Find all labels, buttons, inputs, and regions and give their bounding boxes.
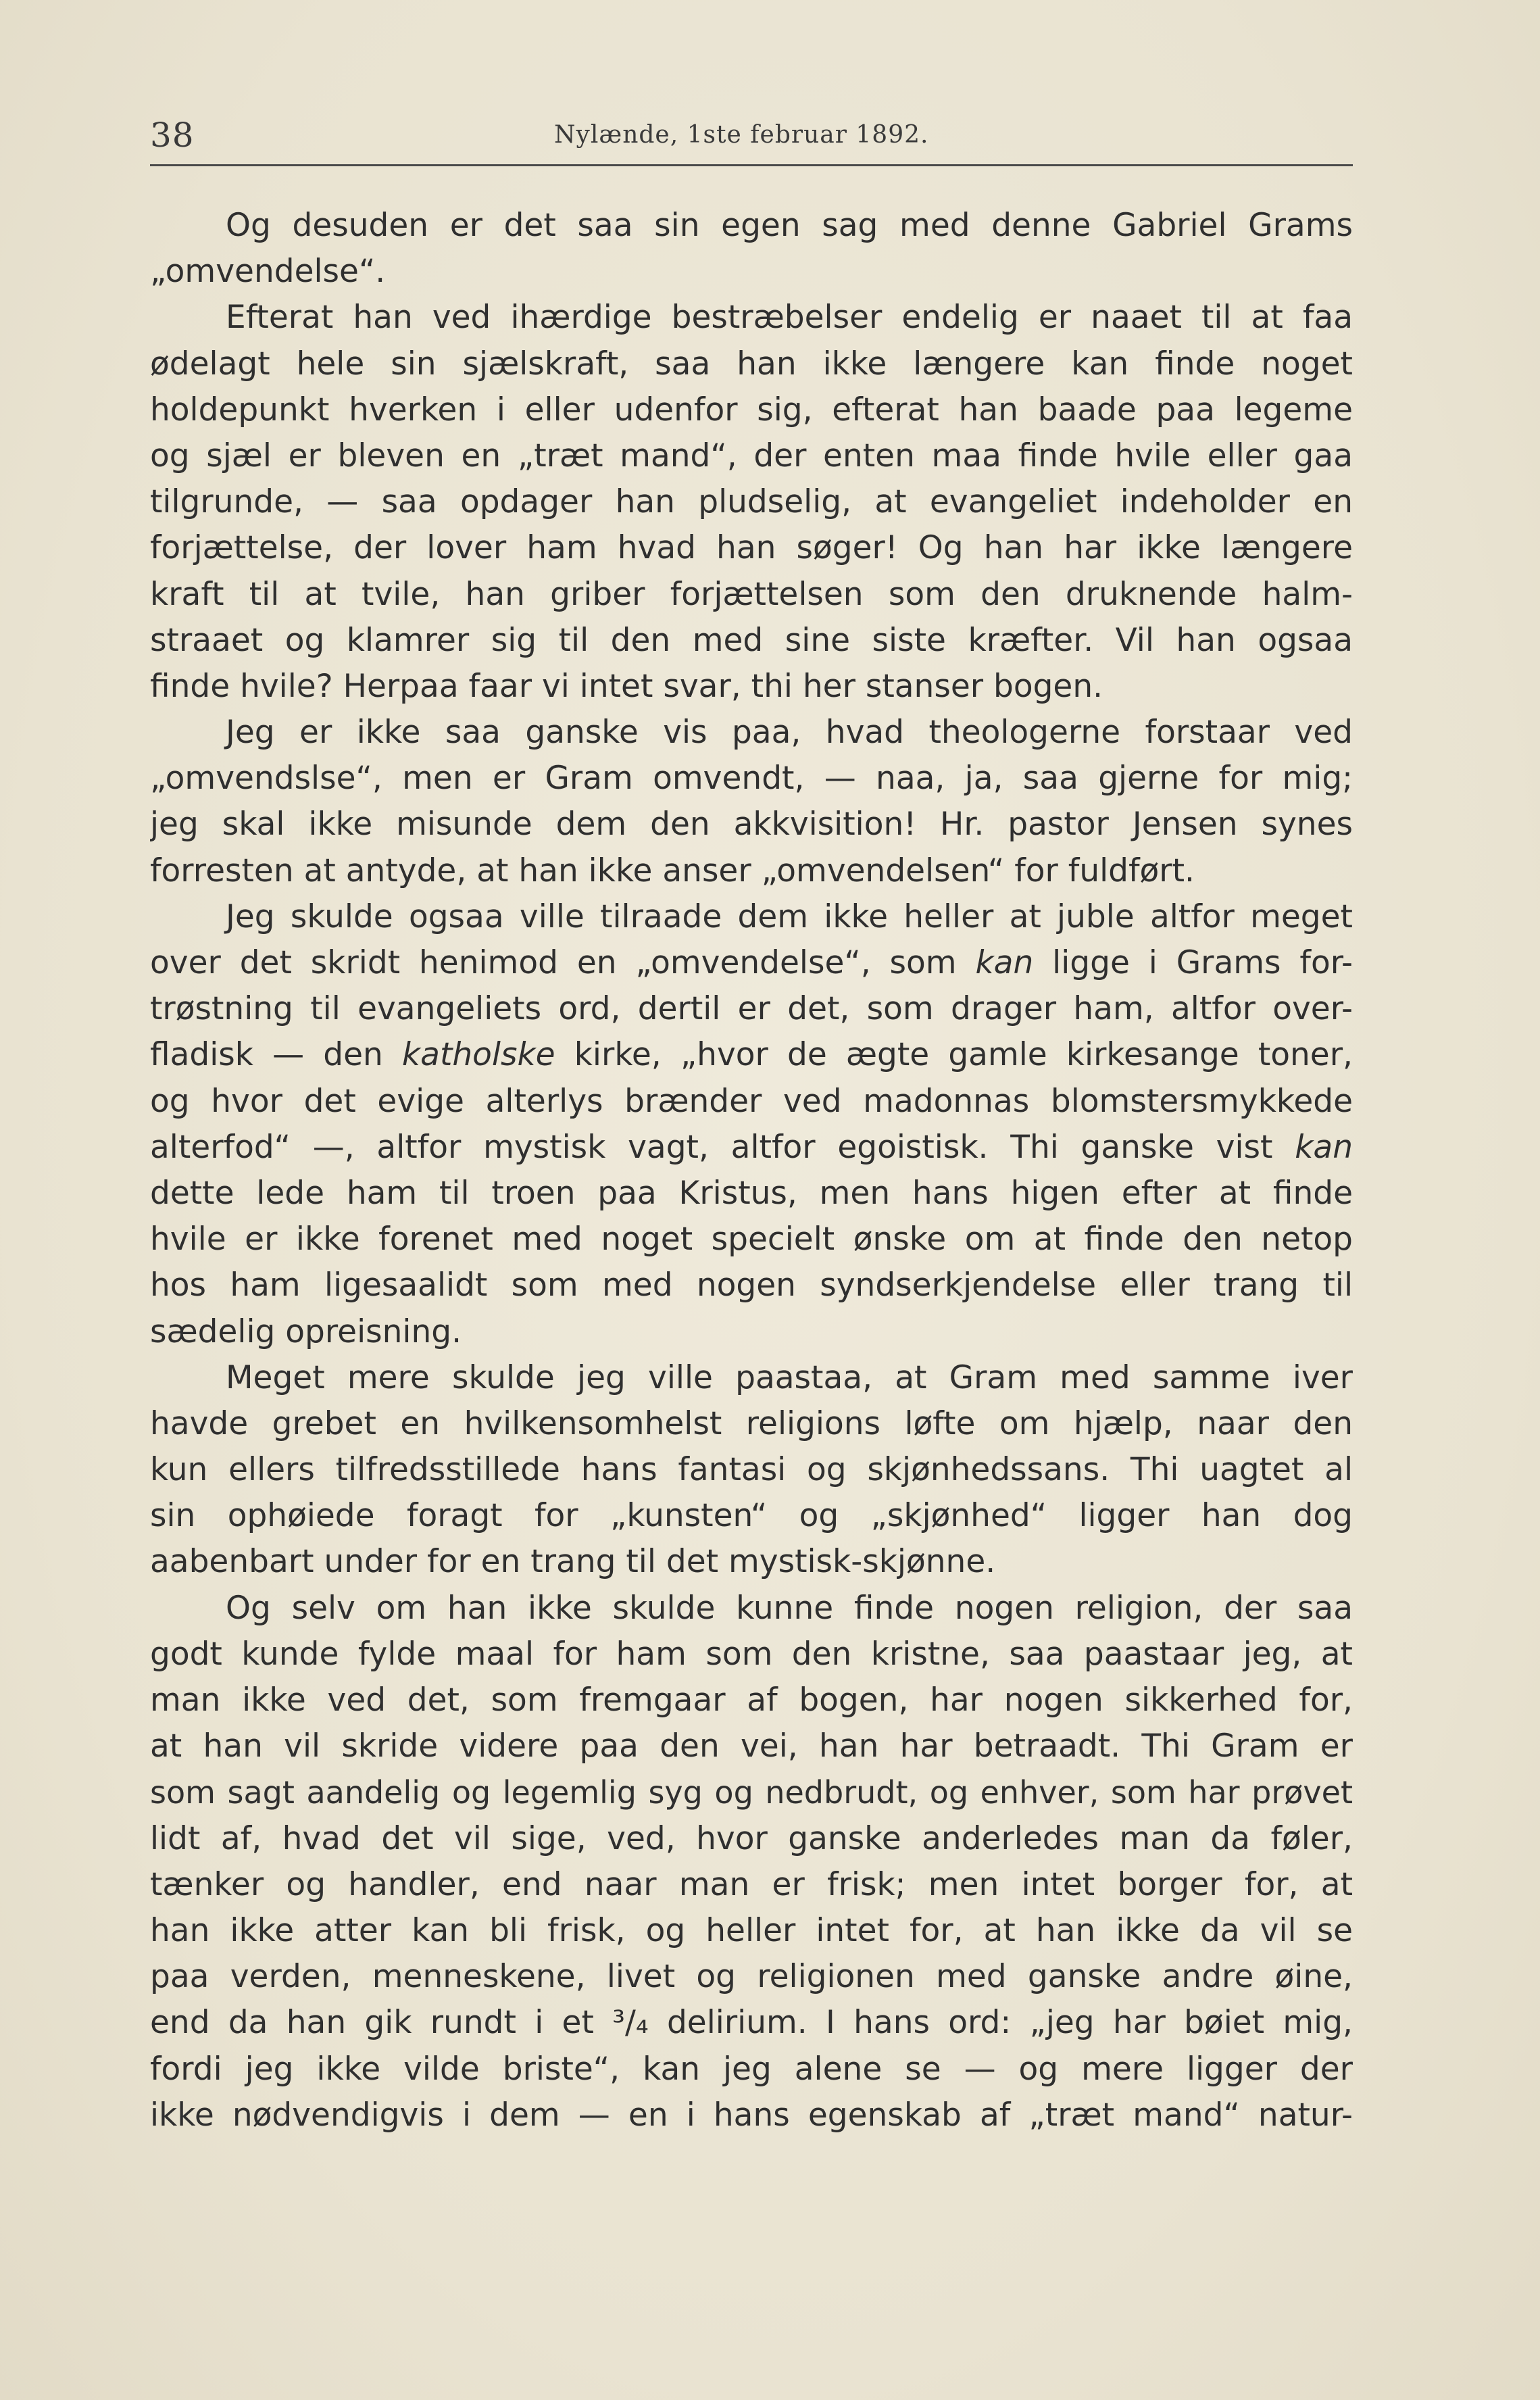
text-line: fladisk — den katholske kirke, „hvor de ægte gamle kirkesange toner, — [150, 1036, 1353, 1074]
text-line: Jeg er ikke saa ganske vis paa, hvad theologerne forstaar ved — [226, 714, 1353, 752]
text-line: forjættelse, der lover ham hvad han søger! Og han har ikke længere — [150, 529, 1353, 567]
text-line: ødelagt hele sin sjælskraft, saa han ikke længere kan finde noget — [150, 345, 1353, 383]
text-line: sædelig opreisning. — [150, 1313, 462, 1350]
text-line: „omvendelse“. — [150, 253, 386, 291]
text-line: tænker og handler, end naar man er frisk; men intet borger for, at — [150, 1865, 1353, 1903]
text-line: Efterat han ved ihærdige bestræbelser endelig er naaet til at faa — [226, 299, 1353, 337]
text-line: Og desuden er det saa sin egen sag med denne Gabriel Grams — [226, 207, 1353, 244]
text-line: paa verden, menneskene, livet og religionen med ganske andre øine, — [150, 1958, 1353, 1996]
text-line: finde hvile? Herpaa faar vi intet svar, thi her stanser bogen. — [150, 667, 1103, 705]
text-line: „omvendslse“, men er Gram omvendt, — naa, ja, saa gjerne for mig; — [150, 760, 1353, 798]
text-line: havde grebet en hvilkensomhelst religions løfte om hjælp, naar den — [150, 1404, 1353, 1442]
text-line: Og selv om han ikke skulde kunne finde nogen religion, der saa — [226, 1589, 1353, 1627]
page-header — [150, 112, 1353, 166]
text-line: forresten at antyde, at han ikke anser „omvendelsen“ for fuldført. — [150, 852, 1195, 889]
text-line: trøstning til evangeliets ord, dertil er det, som drager ham, altfor over- — [150, 990, 1353, 1028]
text-line: og sjæl er bleven en „træt mand“, der enten maa finde hvile eller gaa — [150, 437, 1353, 474]
text-line: straaet og klamrer sig til den med sine siste kræfter. Vil han ogsaa — [150, 621, 1353, 659]
text-line: godt kunde fylde maal for ham som den kristne, saa paastaar jeg, at — [150, 1635, 1353, 1673]
text-line: ikke nødvendigvis i dem — en i hans egenskab af „træt mand“ natur- — [150, 2096, 1353, 2134]
text-line: han ikke atter kan bli frisk, og heller intet for, at han ikke da vil se — [150, 1911, 1353, 1949]
text-line: hvile er ikke forenet med noget specielt ønske om at finde den netop — [150, 1221, 1353, 1258]
text-line: at han vil skride videre paa den vei, han har betraadt. Thi Gram er — [150, 1728, 1353, 1765]
running-head: Nylænde, 1ste februar 1892. — [554, 121, 929, 149]
text-line: man ikke ved det, som fremgaar af bogen, har nogen sikkerhed for, — [150, 1682, 1353, 1719]
text-line: aabenbart under for en trang til det mystisk-skjønne. — [150, 1543, 996, 1581]
text-line: tilgrunde, — saa opdager han pludselig, at evangeliet indeholder en — [150, 483, 1353, 521]
text-line: dette lede ham til troen paa Kristus, men hans higen efter at finde — [150, 1174, 1353, 1212]
text-line: holdepunkt hverken i eller udenfor sig, efterat han baade paa legeme — [150, 391, 1353, 428]
text-line: hos ham ligesaalidt som med nogen syndserkjendelse eller trang til — [150, 1267, 1353, 1304]
text-line: over det skridt henimod en „omvendelse“, som kan ligge i Grams for- — [150, 944, 1353, 981]
text-line: Jeg skulde ogsaa ville tilraade dem ikke heller at juble altfor meget — [226, 898, 1353, 935]
text-line: sin ophøiede foragt for „kunsten“ og „skjønhed“ ligger han dog — [150, 1497, 1353, 1535]
text-line: og hvor det evige alterlys brænder ved madonnas blomstersmykkede — [150, 1082, 1353, 1120]
text-line: Meget mere skulde jeg ville paastaa, at Gram med samme iver — [226, 1358, 1353, 1396]
text-line: kun ellers tilfredsstillede hans fantasi og skjønhedssans. Thi uagtet al — [150, 1451, 1353, 1489]
text-line: som sagt aandelig og legemlig syg og nedbrudt, og enhver, som har prøvet — [150, 1774, 1353, 1811]
page-number: 38 — [150, 116, 195, 155]
text-line: alterfod“ —, altfor mystisk vagt, altfor egoistisk. Thi ganske vist kan — [150, 1128, 1353, 1166]
header-rule — [150, 164, 1353, 166]
text-line: kraft til at tvile, han griber forjættelsen som den druknende halm- — [150, 575, 1353, 613]
text-line: fordi jeg ikke vilde briste“, kan jeg alene se — og mere ligger der — [150, 2050, 1353, 2088]
text-line: jeg skal ikke misunde dem den akkvisition! Hr. pastor Jensen synes — [150, 806, 1353, 843]
article-body — [150, 203, 1353, 2138]
text-line: lidt af, hvad det vil sige, ved, hvor ganske anderledes man da føler, — [150, 1819, 1353, 1857]
text-line: end da han gik rundt i et ³/₄ delirium. I hans ord: „jeg har bøiet mig, — [150, 2004, 1353, 2042]
